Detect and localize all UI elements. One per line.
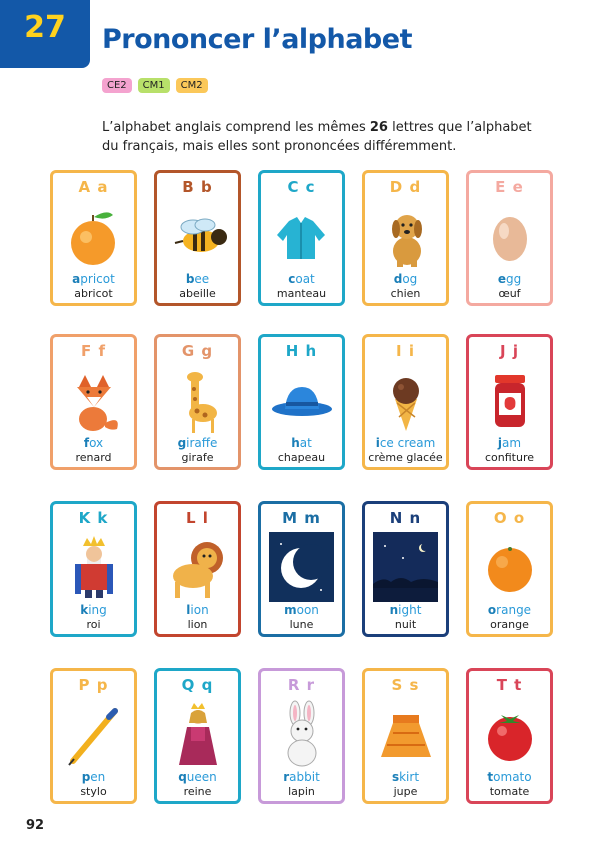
- card-english-word: [469, 603, 550, 617]
- card-french-word: roi: [86, 618, 101, 631]
- skirt-icon: [373, 699, 438, 769]
- card-letter: J j: [500, 342, 519, 360]
- card-initial: f: [83, 436, 90, 450]
- queen-icon: [165, 699, 230, 769]
- card-english-word: [53, 770, 134, 784]
- alphabet-card: [154, 501, 241, 637]
- card-english-word: [261, 436, 342, 450]
- card-english-word: [157, 770, 238, 784]
- card-initial: c: [288, 272, 296, 286]
- dog-icon: [373, 201, 438, 271]
- card-word-rest: iraffe: [186, 436, 218, 450]
- card-word-rest: abbit: [289, 770, 320, 784]
- coat-icon: [269, 201, 334, 271]
- card-letter: N n: [389, 509, 422, 527]
- card-initial: e: [497, 272, 506, 286]
- card-word-rest: range: [496, 603, 532, 617]
- card-letter: D d: [389, 178, 422, 196]
- level-badges: [102, 78, 208, 93]
- card-french-word: stylo: [80, 785, 107, 798]
- card-initial: n: [389, 603, 399, 617]
- card-word-rest: og: [402, 272, 418, 286]
- card-english-word: [157, 436, 238, 450]
- alphabet-card: [362, 170, 449, 306]
- card-english-word: [469, 770, 550, 784]
- badge-ce2: CE2: [102, 78, 132, 93]
- card-word-rest: ee: [194, 272, 210, 286]
- card-french-word: renard: [75, 451, 112, 464]
- apricot-icon: [61, 201, 126, 271]
- card-french-word: jupe: [393, 785, 418, 798]
- card-letter: M m: [282, 509, 321, 527]
- pen-icon: [61, 699, 126, 769]
- alphabet-card: [362, 334, 449, 470]
- card-initial: q: [178, 770, 187, 784]
- card-french-word: manteau: [276, 287, 327, 300]
- card-word-rest: omato: [493, 770, 532, 784]
- card-letter: T t: [496, 676, 523, 694]
- card-french-word: lapin: [288, 785, 315, 798]
- card-french-word: lune: [289, 618, 314, 631]
- card-initial: i: [375, 436, 380, 450]
- card-french-word: abricot: [74, 287, 113, 300]
- card-initial: g: [177, 436, 187, 450]
- card-english-word: [365, 770, 446, 784]
- intro-before: L’alphabet anglais comprend les mêmes: [102, 120, 370, 135]
- card-letter: S s: [391, 676, 420, 694]
- card-letter: Q q: [181, 676, 214, 694]
- card-letter: G g: [181, 342, 214, 360]
- card-letter: O o: [493, 509, 526, 527]
- card-french-word: orange: [490, 618, 529, 631]
- card-initial: j: [497, 436, 503, 450]
- card-word-rest: am: [502, 436, 522, 450]
- orange-icon: [477, 532, 542, 602]
- badge-cm1: CM1: [138, 78, 170, 93]
- card-french-word: confiture: [484, 451, 534, 464]
- card-letter: H h: [285, 342, 318, 360]
- egg-icon: [477, 201, 542, 271]
- card-initial: h: [291, 436, 300, 450]
- moon-icon: [269, 532, 334, 602]
- card-word-rest: ce cream: [379, 436, 436, 450]
- card-letter: K k: [78, 509, 109, 527]
- card-letter: R r: [287, 676, 316, 694]
- card-french-word: lion: [187, 618, 208, 631]
- card-initial: o: [487, 603, 497, 617]
- alphabet-card: [154, 668, 241, 804]
- alphabet-card: [466, 668, 553, 804]
- alphabet-card: [258, 501, 345, 637]
- card-initial: m: [284, 603, 297, 617]
- card-letter: C c: [287, 178, 316, 196]
- alphabet-card: [50, 668, 137, 804]
- card-french-word: chapeau: [277, 451, 326, 464]
- alphabet-card: [362, 668, 449, 804]
- card-word-rest: at: [299, 436, 312, 450]
- card-initial: s: [391, 770, 400, 784]
- alphabet-card: [50, 501, 137, 637]
- alphabet-card: [258, 668, 345, 804]
- lesson-number: 27: [24, 10, 66, 45]
- card-word-rest: oat: [295, 272, 315, 286]
- card-letter: A a: [78, 178, 109, 196]
- alphabet-card: [258, 170, 345, 306]
- card-initial: k: [80, 603, 89, 617]
- card-initial: r: [283, 770, 290, 784]
- card-letter: F f: [81, 342, 106, 360]
- alphabet-card: [466, 501, 553, 637]
- card-word-rest: ing: [88, 603, 107, 617]
- tomato-icon: [477, 699, 542, 769]
- fox-icon: [61, 365, 126, 435]
- letter-count: 26: [369, 120, 388, 135]
- card-word-rest: oon: [296, 603, 319, 617]
- card-letter: E e: [495, 178, 524, 196]
- card-french-word: abeille: [179, 287, 216, 300]
- card-initial: p: [81, 770, 91, 784]
- card-initial: t: [487, 770, 494, 784]
- hat-icon: [269, 365, 334, 435]
- alphabet-card: [50, 170, 137, 306]
- card-french-word: crème glacée: [368, 451, 443, 464]
- card-english-word: [365, 436, 446, 450]
- card-english-word: [53, 603, 134, 617]
- rabbit-icon: [269, 699, 334, 769]
- card-french-word: girafe: [181, 451, 214, 464]
- card-english-word: [157, 272, 238, 286]
- card-word-rest: kirt: [399, 770, 420, 784]
- card-english-word: [53, 272, 134, 286]
- card-word-rest: ueen: [186, 770, 217, 784]
- alphabet-card: [466, 170, 553, 306]
- card-initial: b: [185, 272, 195, 286]
- alphabet-card: [154, 334, 241, 470]
- card-french-word: œuf: [498, 287, 521, 300]
- card-french-word: tomate: [489, 785, 530, 798]
- card-word-rest: en: [90, 770, 106, 784]
- giraffe-icon: [165, 365, 230, 435]
- card-english-word: [261, 272, 342, 286]
- card-english-word: [261, 603, 342, 617]
- page-title: Prononcer l’alphabet: [102, 24, 412, 55]
- bee-icon: [165, 201, 230, 271]
- card-french-word: chien: [390, 287, 421, 300]
- card-word-rest: ight: [398, 603, 422, 617]
- card-word-rest: ox: [89, 436, 104, 450]
- king-icon: [61, 532, 126, 602]
- lesson-number-box: [0, 0, 90, 68]
- card-english-word: [261, 770, 342, 784]
- jam-icon: [477, 365, 542, 435]
- badge-cm2: CM2: [176, 78, 208, 93]
- ice-cream-icon: [373, 365, 438, 435]
- intro-text: [102, 118, 542, 156]
- alphabet-card: [466, 334, 553, 470]
- card-english-word: [157, 603, 238, 617]
- page-number: 92: [26, 818, 45, 833]
- card-word-rest: gg: [505, 272, 522, 286]
- card-french-word: nuit: [394, 618, 417, 631]
- card-french-word: reine: [183, 785, 212, 798]
- card-english-word: [469, 436, 550, 450]
- card-word-rest: pricot: [80, 272, 115, 286]
- card-letter: I i: [396, 342, 415, 360]
- card-english-word: [53, 436, 134, 450]
- night-icon: [373, 532, 438, 602]
- card-word-rest: ion: [190, 603, 209, 617]
- card-english-word: [469, 272, 550, 286]
- card-english-word: [365, 603, 446, 617]
- card-initial: a: [72, 272, 81, 286]
- alphabet-card: [362, 501, 449, 637]
- intro-after: lettres que l’alphabet du français, mais elles sont prononcées différemment.: [102, 120, 532, 154]
- card-initial: d: [393, 272, 403, 286]
- alphabet-card: [154, 170, 241, 306]
- card-initial: l: [186, 603, 191, 617]
- alphabet-card: [50, 334, 137, 470]
- card-letter: L l: [186, 509, 209, 527]
- card-letter: B b: [182, 178, 213, 196]
- card-english-word: [365, 272, 446, 286]
- lion-icon: [165, 532, 230, 602]
- card-letter: P p: [78, 676, 109, 694]
- alphabet-card: [258, 334, 345, 470]
